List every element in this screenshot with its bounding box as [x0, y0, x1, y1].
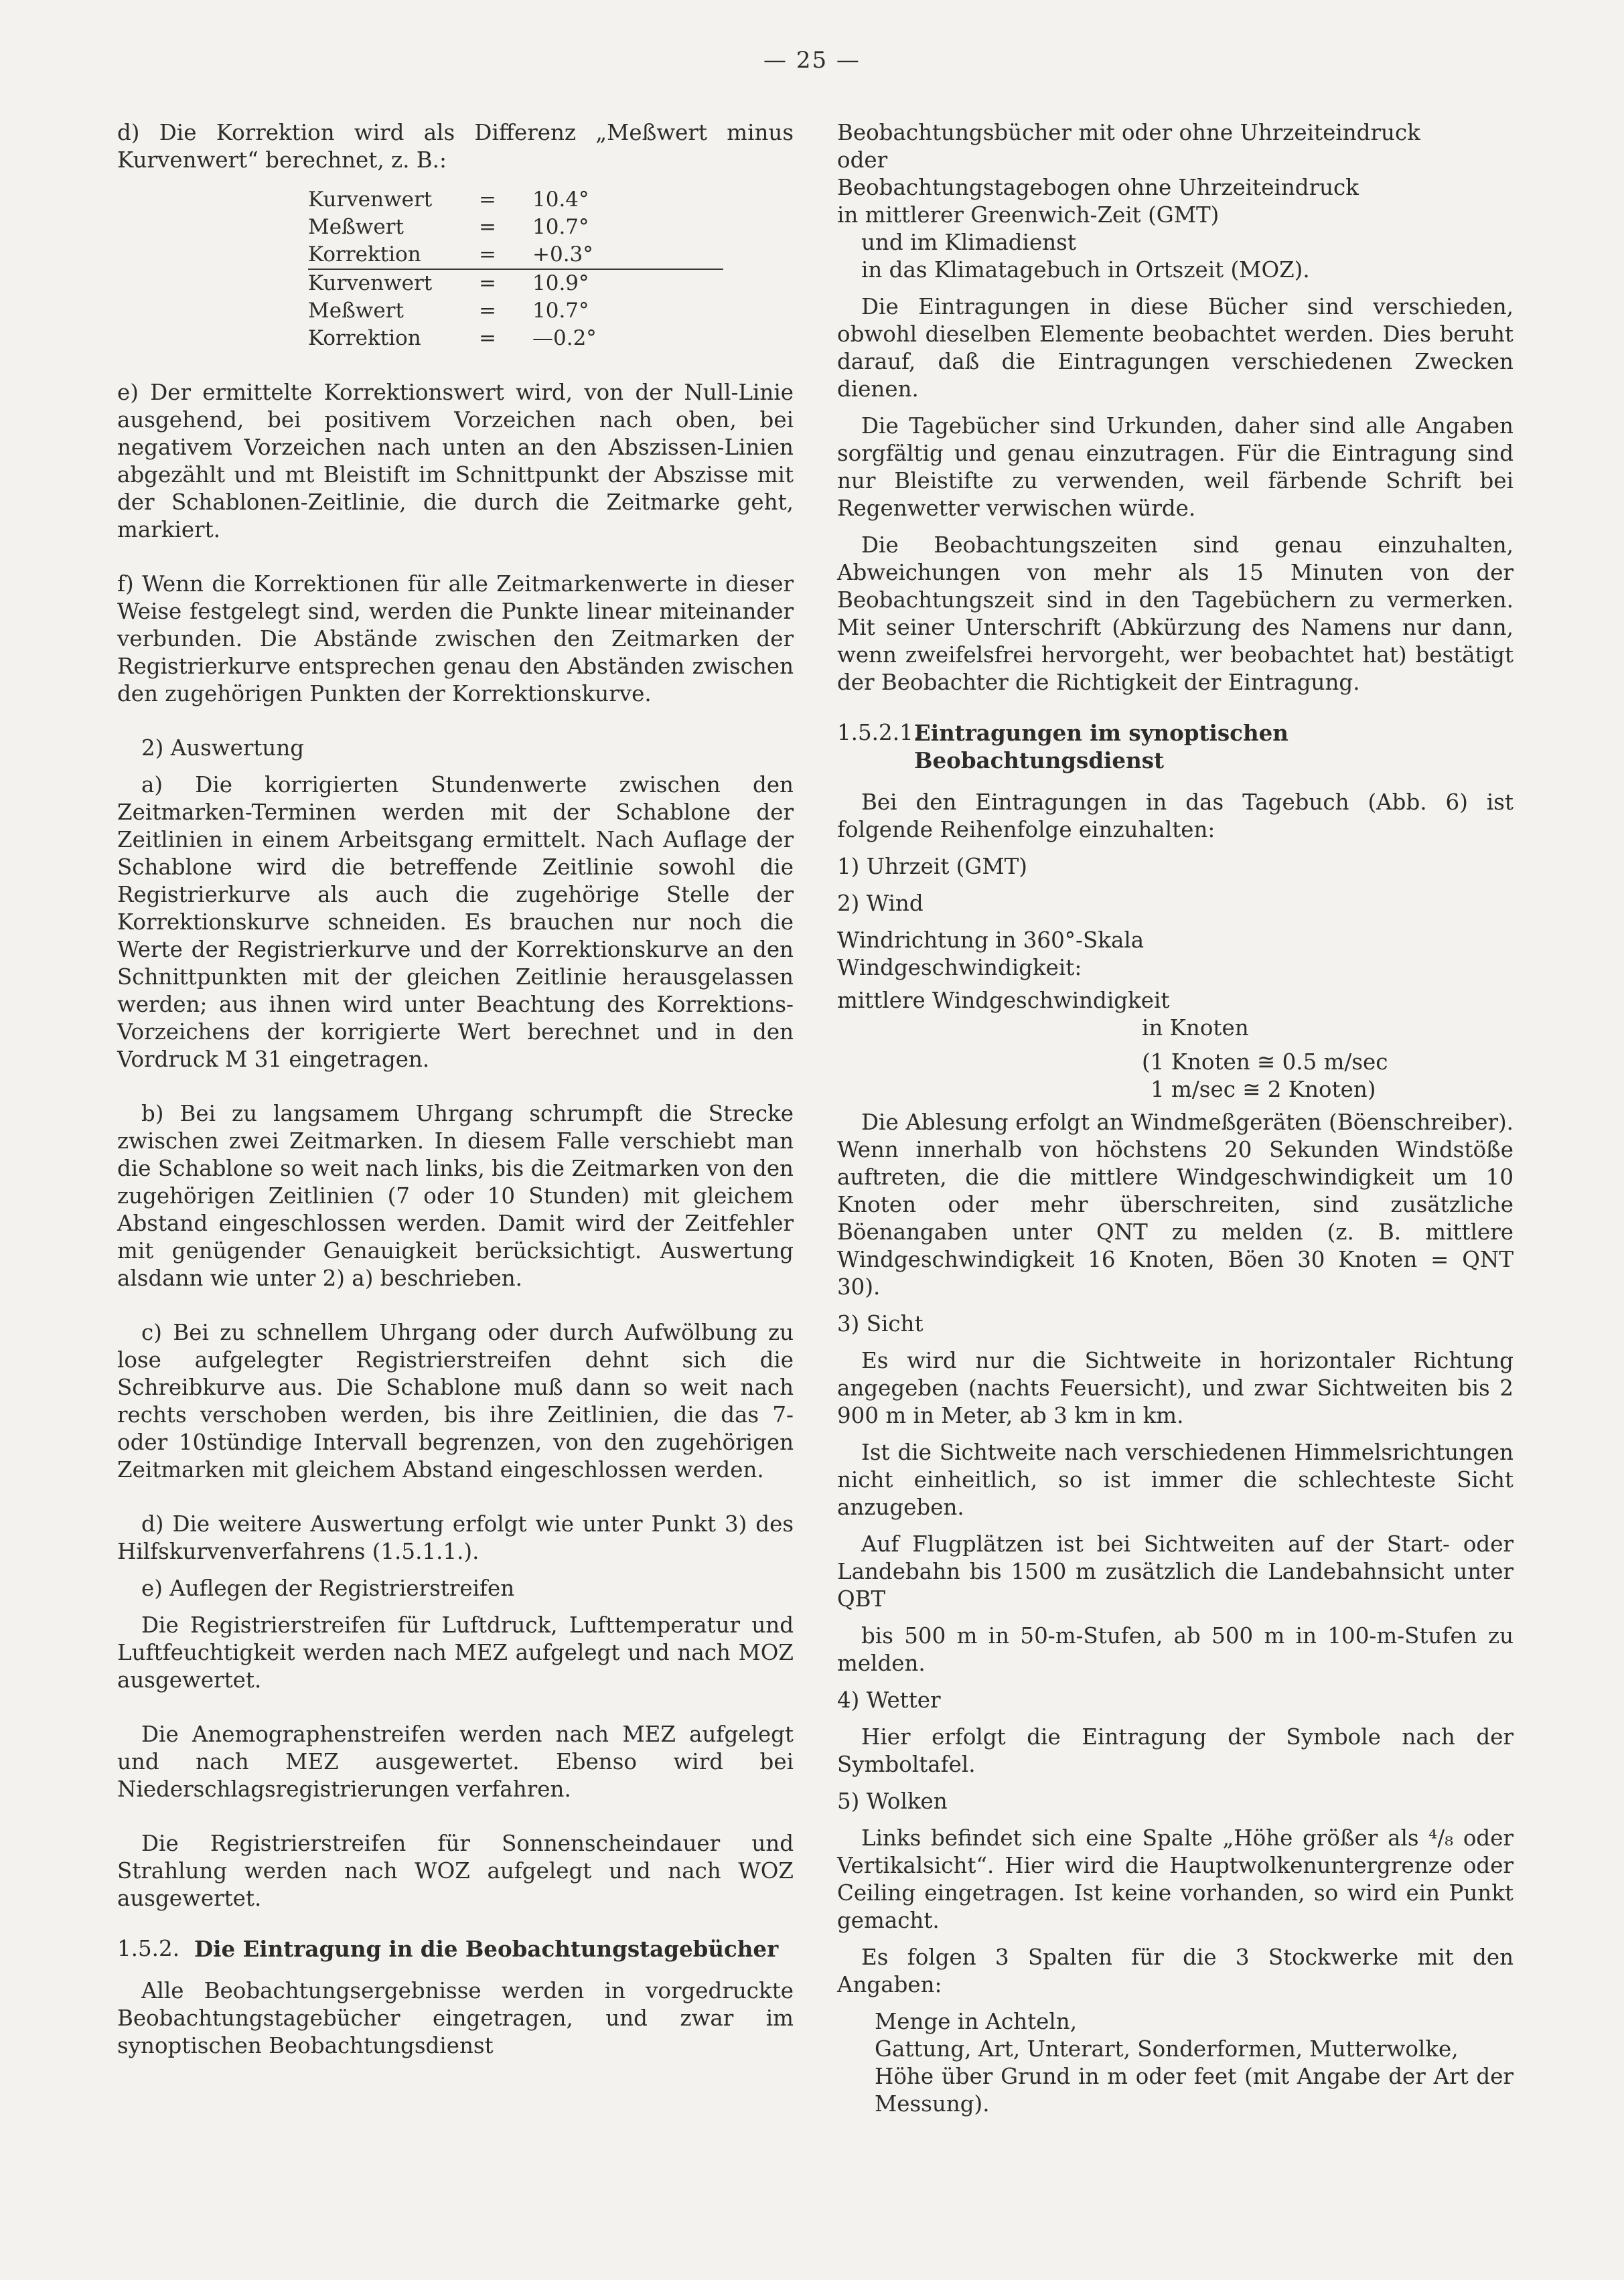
example-value: 10.7°	[532, 215, 589, 239]
example-equals: =	[479, 269, 532, 297]
example-label: Meßwert	[308, 215, 404, 239]
paragraph-p5: Die Ablesung erfolgt an Windmeßgeräten (Böenschreiber). Wenn innerhalb von höchstens 20 Sekunden Windstöße auftreten, die die mittlere Windgeschwindigkeit um 10 Knoten oder mehr überschreiten, sind zusätzliche Böenangaben unter QNT zu melden (z. B. mittlere Windgeschwindigkeit 16 Knoten, Böen 30 Knoten = QNT 30).	[837, 1110, 1514, 1300]
item-3: 3) Sicht	[837, 1311, 924, 1337]
heading-auswertung: 2) Auswertung	[141, 735, 305, 761]
paragraph-d-intro: d) Die Korrektion wird als Differenz „Meßwert minus Kurvenwert“ berechnet, z. B.:	[117, 120, 794, 173]
example-row	[308, 214, 723, 241]
example-label: Meßwert	[308, 299, 404, 323]
paragraph-p9: bis 500 m in 50-m-Stufen, ab 500 m in 100-m-Stufen zu melden.	[837, 1623, 1514, 1676]
line-6: in das Klimatagebuch in Ortszeit (MOZ).	[861, 257, 1310, 283]
line-1: Beobachtungsbücher mit oder ohne Uhrzeiteindruck	[837, 120, 1420, 145]
measure-line-2: Gattung, Art, Unterart, Sonderformen, Mutterwolke,	[875, 2036, 1459, 2062]
example-value: 10.4°	[532, 187, 589, 212]
section-number: 1.5.2.	[117, 1936, 180, 1961]
paragraph-d2: d) Die weitere Auswertung erfolgt wie unter Punkt 3) des Hilfskurvenverfahrens (1.5.1.1.).	[117, 1511, 794, 1564]
wind-line-3: mittlere Windgeschwindigkeit	[837, 988, 1170, 1013]
wind-line-1: Windrichtung in 360°-Skala	[837, 927, 1145, 953]
example-row	[308, 325, 723, 352]
item-2: 2) Wind	[837, 891, 924, 916]
paragraph-e2: e) Auflegen der Registrierstreifen	[141, 1576, 515, 1601]
example-equals: =	[479, 242, 496, 267]
item-1: 1) Uhrzeit (GMT)	[837, 854, 1027, 879]
page-number: — 25 —	[763, 47, 861, 74]
example-value: 10.9°	[532, 269, 723, 297]
example-row	[308, 297, 723, 325]
paragraph-p4: Bei den Eintragungen in das Tagebuch (Abb. 6) ist folgende Reihenfolge einzuhalten:	[837, 789, 1514, 842]
example-row	[308, 186, 723, 214]
paragraph-c: c) Bei zu schnellem Uhrgang oder durch Aufwölbung zu lose aufgelegter Registrierstreifen dehnt sich die Schreibkurve aus. Die Schablone muß dann so weit nach rechts verschoben werden, bis ihre Zeitlinien, die das 7- oder 10stündige Intervall begrenzen, von den zugehörigen Zeitmarken mit gleichem Abstand eingeschlossen werden.	[117, 1320, 794, 1483]
wind-line-4: in Knoten	[1142, 1015, 1249, 1041]
paragraph-b: b) Bei zu langsamem Uhrgang schrumpft die Strecke zwischen zwei Zeitmarken. In diesem Falle verschiebt man die Schablone so weit nach links, bis die Zeitmarken von den zugehörigen Zeitlinien (7 oder 10 Stunden) mit gleichem Abstand eingeschlossen werden. Damit wird der Zeitfehler mit genügender Genauigkeit berücksichtigt. Auswertung alsdann wie unter 2) a) beschrieben.	[117, 1101, 794, 1291]
example-row	[308, 269, 723, 297]
example-equals: =	[479, 299, 496, 323]
right-column	[837, 119, 1514, 2118]
example-equals: =	[479, 215, 496, 239]
subsection-title: Eintragungen im synoptischen Beobachtungsdienst	[914, 720, 1288, 773]
subsection-heading	[837, 719, 1514, 774]
paragraph-f: f) Wenn die Korrektionen für alle Zeitmarkenwerte in dieser Weise festgelegt sind, werden die Punkte linear miteinander verbunden. Die Abstände zwischen den Zeitmarken der Registrierkurve entsprechen genau den Abständen zwischen den zugehörigen Punkten der Korrektionskurve.	[117, 571, 794, 706]
paragraph-p8: Auf Flugplätzen ist bei Sichtweiten auf der Start- oder Landebahn bis 1500 m zusätzlich die Landebahnsicht unter QBT	[837, 1531, 1514, 1612]
example-equals: =	[479, 326, 496, 350]
measure-line-1: Menge in Achteln,	[875, 2009, 1078, 2034]
item-4: 4) Wetter	[837, 1687, 941, 1713]
section-heading	[117, 1935, 794, 1963]
example-label: Korrektion	[308, 326, 421, 350]
example-equals: =	[479, 187, 496, 212]
example-value: +0.3°	[532, 242, 593, 267]
section-title: Die Eintragung in die Beobachtungstagebücher	[194, 1936, 779, 1962]
paragraph-p12: Es folgen 3 Spalten für die 3 Stockwerke mit den Angaben:	[837, 1945, 1514, 1997]
example-row	[308, 241, 723, 269]
paragraph-e: e) Der ermittelte Korrektionswert wird, von der Null-Linie ausgehend, bei positivem Vorzeichen nach oben, bei negativem Vorzeichen nach unten an den Abszissen-Linien abgezählt und mt Bleistift im Schnittpunkt der Abszisse mit der Schablonen-Zeitlinie, die durch die Zeitmarke geht, markiert.	[117, 380, 794, 542]
example-table	[308, 186, 723, 352]
subsection-number: 1.5.2.1.	[837, 720, 921, 745]
example-value: —0.2°	[532, 326, 597, 350]
paragraph-anemo: Die Anemographenstreifen werden nach MEZ aufgelegt und nach MEZ ausgewertet. Ebenso wird bei Niederschlagsregistrierungen verfahren.	[117, 1722, 794, 1802]
paragraph-p10: Hier erfolgt die Eintragung der Symbole nach der Symboltafel.	[837, 1724, 1514, 1777]
paragraph-section-body: Alle Beobachtungsergebnisse werden in vorgedruckte Beobachtungstagebücher eingetragen, und zwar im synoptischen Beobachtungsdienst	[117, 1978, 794, 2058]
paragraph-p2: Die Tagebücher sind Urkunden, daher sind alle Angaben sorgfältig und genau einzutragen. Für die Eintragung sind nur Bleistifte zu verwenden, weil färbende Schrift bei Regenwetter verwischen würde.	[837, 413, 1514, 521]
paragraph-e2-body: Die Registrierstreifen für Luftdruck, Lufttemperatur und Luftfeuchtigkeit werden nach MEZ aufgelegt und nach MOZ ausgewertet.	[117, 1612, 794, 1693]
paragraph-sonne: Die Registrierstreifen für Sonnenscheindauer und Strahlung werden nach WOZ aufgelegt und nach WOZ ausgewertet.	[117, 1831, 794, 1911]
example-label: Kurvenwert	[308, 269, 479, 297]
example-label: Kurvenwert	[308, 187, 433, 212]
line-2: oder	[837, 147, 888, 173]
paragraph-p6: Es wird nur die Sichtweite in horizontaler Richtung angegeben (nachts Feuersicht), und zwar Sichtweiten bis 2 900 m in Meter, ab 3 km in km.	[837, 1348, 1514, 1428]
line-5: und im Klimadienst	[861, 230, 1076, 255]
wind-line-2: Windgeschwindigkeit:	[837, 955, 1082, 980]
paragraph-p11: Links befindet sich eine Spalte „Höhe größer als ⁴/₈ oder Vertikalsicht“. Hier wird die Hauptwolkenuntergrenze oder Ceiling eingetragen. Ist keine vorhanden, so wird ein Punkt gemacht.	[837, 1825, 1514, 1933]
paragraph-p3: Die Beobachtungszeiten sind genau einzuhalten, Abweichungen von mehr als 15 Minuten von der Beobachtungszeit sind in den Tagebüchern zu vermerken. Mit seiner Unterschrift (Abkürzung des Namens nur dann, wenn zweifelsfrei hervorgeht, wer beobachtet hat) bestätigt der Beobachter die Richtigkeit der Eintragung.	[837, 532, 1514, 695]
wind-line-6: 1 m/sec ≅ 2 Knoten)	[1151, 1077, 1376, 1102]
paragraph-p7: Ist die Sichtweite nach verschiedenen Himmelsrichtungen nicht einheitlich, so ist immer die schlechteste Sicht anzugeben.	[837, 1440, 1514, 1520]
example-label: Korrektion	[308, 242, 421, 267]
paragraph-a: a) Die korrigierten Stundenwerte zwischen den Zeitmarken-Terminen werden mit der Schablone der Zeitlinien in einem Arbeitsgang ermittelt. Nach Auflage der Schablone wird die betreffende Zeitlinie sowohl die Registrierkurve als auch die zugehörige Stelle der Korrektionskurve schneiden. Es brauchen nur noch die Werte der Registrierkurve und der Korrektionskurve an den Schnittpunkten mit der gleichen Zeitlinie herausgelassen werden; aus ihnen wird unter Beachtung des Korrektions-Vorzeichens der korrigierte Wert berechnet und in den Vordruck M 31 eingetragen.	[117, 772, 794, 1072]
line-4: in mittlerer Greenwich-Zeit (GMT)	[837, 202, 1220, 228]
example-value: 10.7°	[532, 299, 589, 323]
paragraph-p1: Die Eintragungen in diese Bücher sind verschieden, obwohl dieselben Elemente beobachtet werden. Dies beruht darauf, daß die Eintragungen verschiedenen Zwecken dienen.	[837, 294, 1514, 402]
measure-line-3: Höhe über Grund in m oder feet (mit Angabe der Art der Messung).	[875, 2064, 1514, 2117]
left-column	[117, 119, 794, 2069]
line-3: Beobachtungstagebogen ohne Uhrzeiteindruck	[837, 175, 1359, 200]
item-5: 5) Wolken	[837, 1789, 948, 1814]
wind-line-5: (1 Knoten ≅ 0.5 m/sec	[1142, 1049, 1388, 1075]
